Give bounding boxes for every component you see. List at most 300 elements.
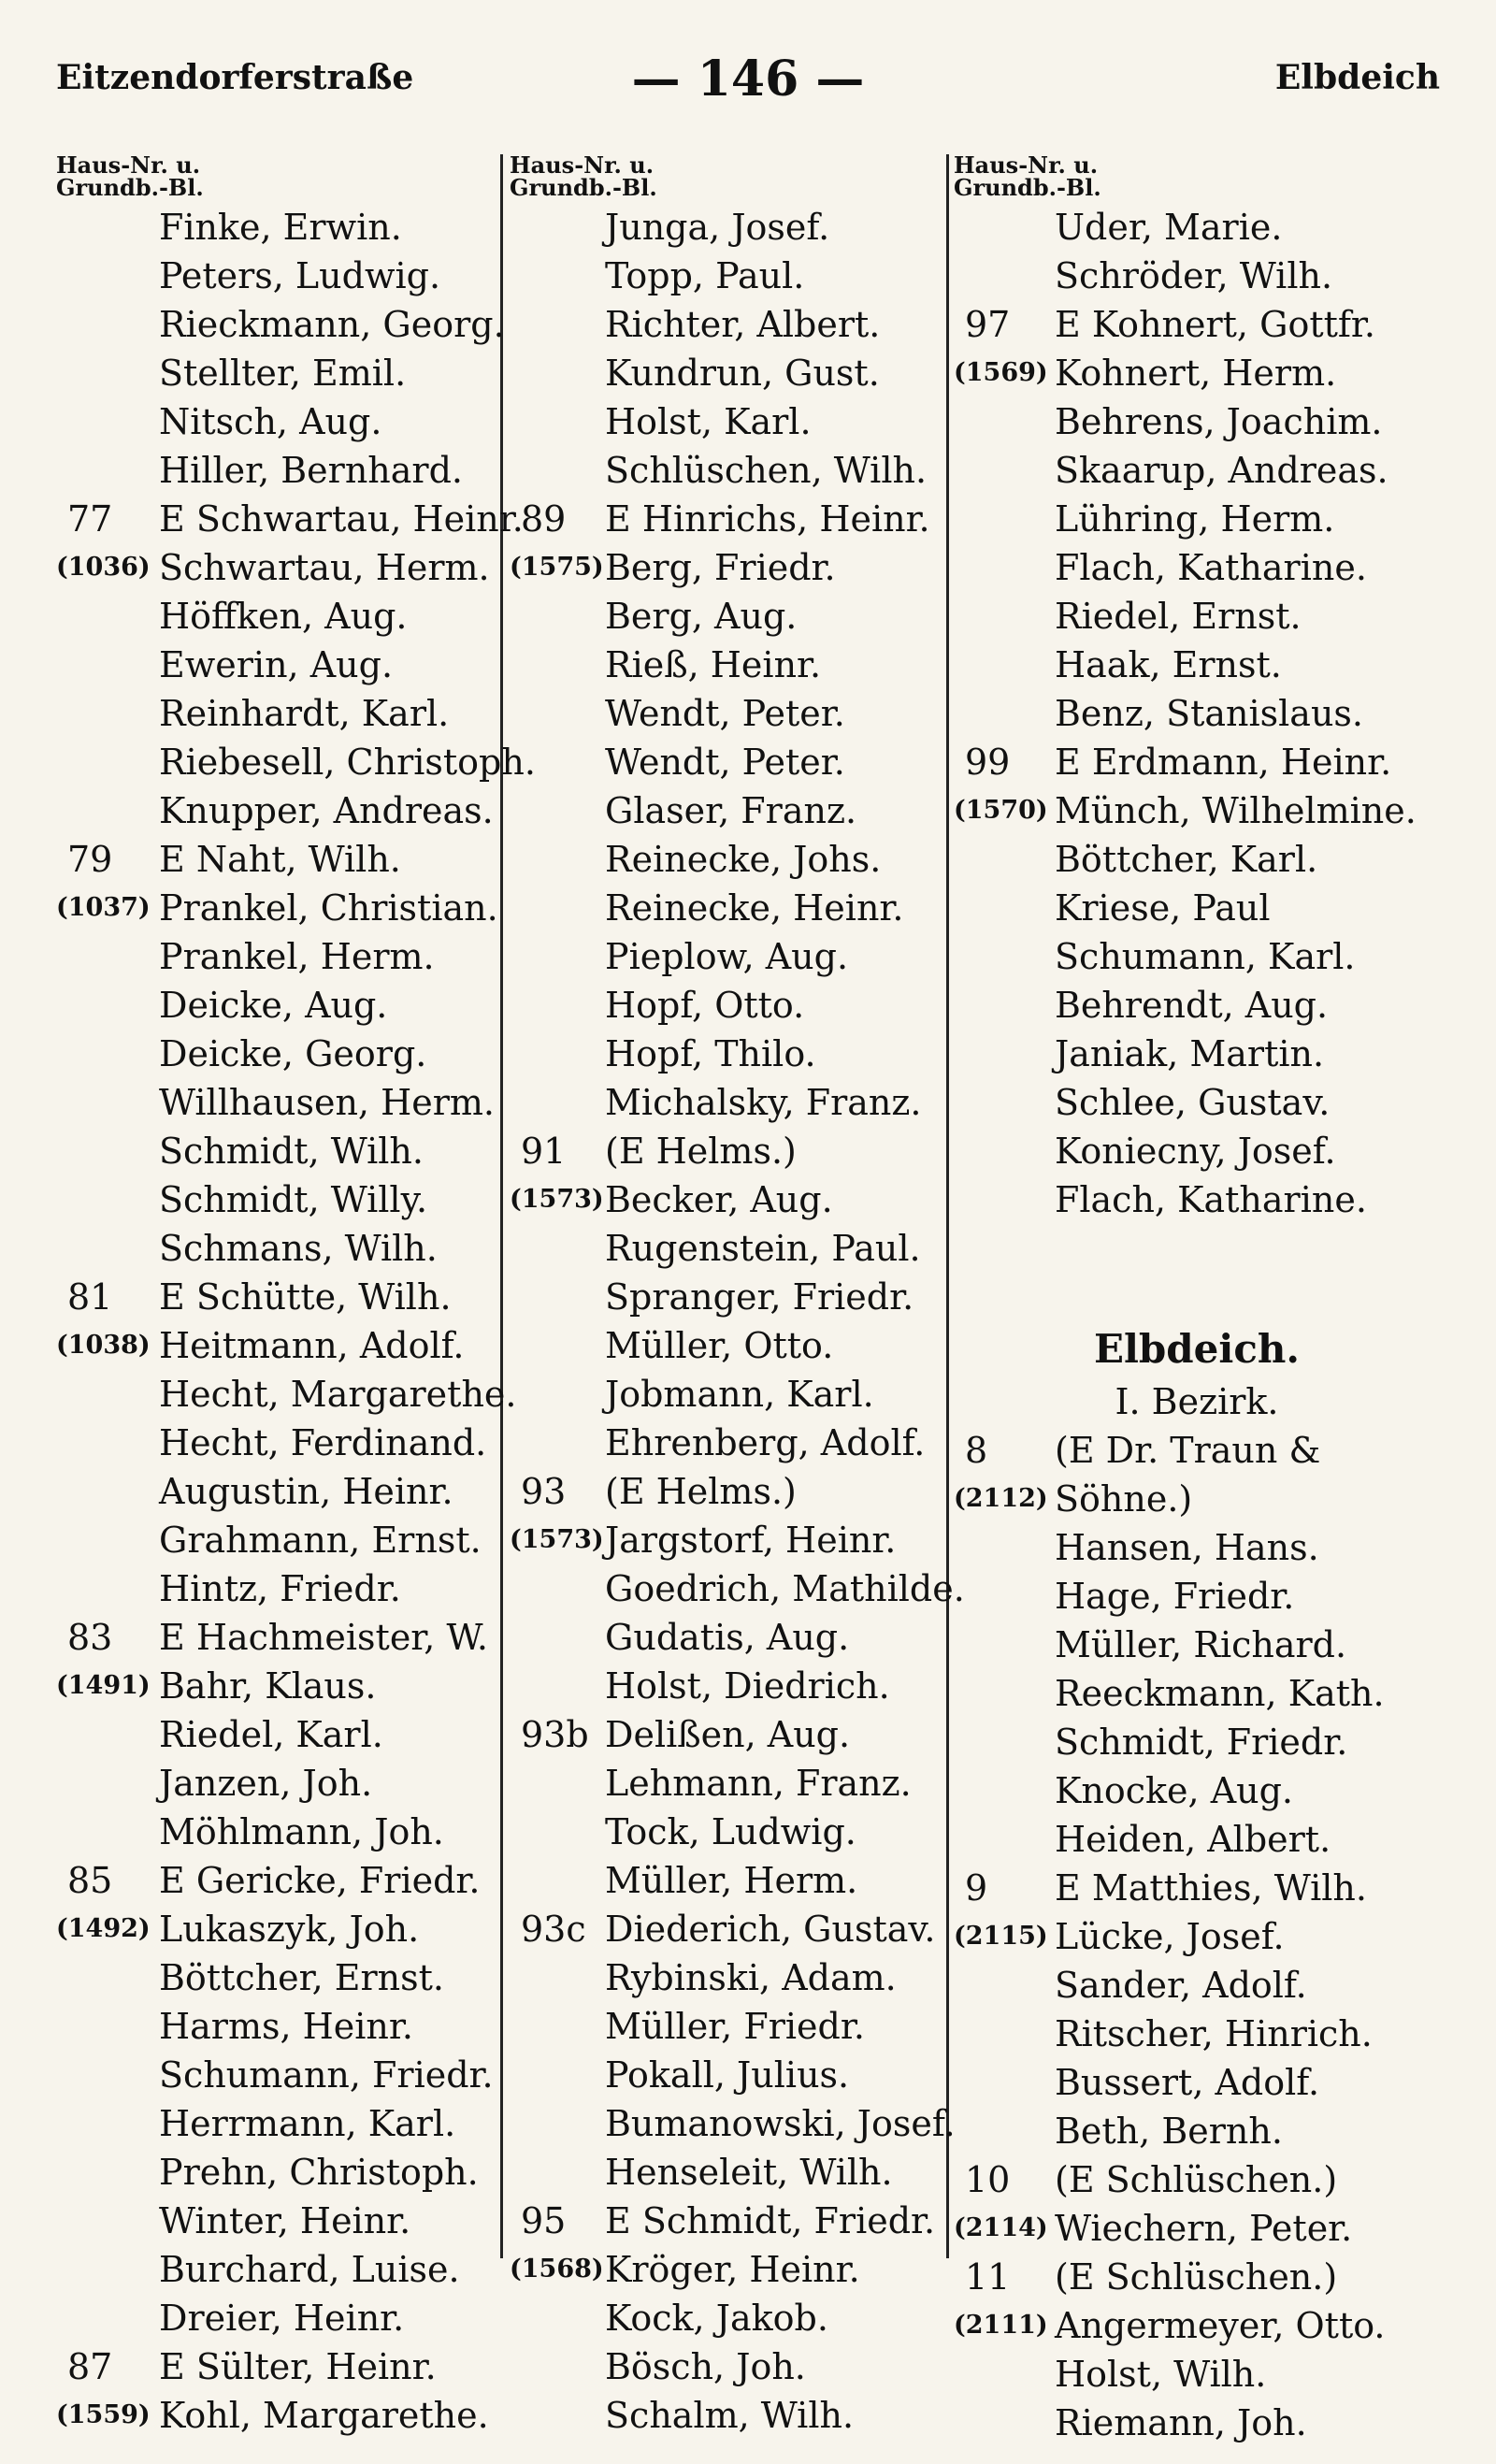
resident-name: Grahmann, Ernst.	[159, 1520, 482, 1561]
house-number: 9	[965, 1867, 988, 1909]
resident-name: Deicke, Aug.	[159, 985, 388, 1026]
directory-entry	[510, 1078, 949, 1127]
land-register-number: (1037)	[56, 893, 151, 922]
directory-entry	[510, 2051, 949, 2099]
resident-name: Janzen, Joh.	[159, 1763, 373, 1804]
resident-name: Bahr, Klaus.	[159, 1665, 377, 1707]
land-register-number: (1038)	[56, 1331, 151, 1360]
resident-name: Ritscher, Hinrich.	[1055, 2013, 1373, 2054]
resident-name: Bumanowski, Josef.	[605, 2103, 956, 2144]
resident-name: Böttcher, Ernst.	[159, 1957, 444, 1998]
resident-name: Winter, Heinr.	[159, 2200, 411, 2241]
resident-name: Rieckmann, Georg.	[159, 304, 505, 345]
resident-name: Diederich, Gustav.	[605, 1909, 936, 1950]
directory-entry	[954, 1766, 1440, 1815]
section-spacer	[954, 1224, 1440, 1321]
resident-name: Pieplow, Aug.	[605, 936, 849, 977]
directory-entry	[56, 981, 505, 1030]
directory-entry	[56, 2342, 505, 2391]
house-number: 85	[67, 1860, 113, 1901]
resident-name: Henseleit, Wilh.	[605, 2152, 893, 2193]
directory-entry	[56, 1419, 505, 1467]
directory-entry	[510, 689, 949, 738]
land-register-number: (1573)	[510, 1185, 604, 1214]
resident-name: Schmidt, Willy.	[159, 1179, 428, 1220]
directory-entry	[954, 1572, 1440, 1621]
directory-entry	[954, 252, 1440, 300]
land-register-number: (1569)	[954, 358, 1048, 387]
directory-entry	[56, 2391, 505, 2440]
directory-entry	[954, 835, 1440, 884]
directory-entry	[56, 1078, 505, 1127]
directory-entry	[954, 689, 1440, 738]
directory-entry	[56, 884, 505, 932]
directory-entry	[56, 1224, 505, 1273]
directory-entry	[56, 2099, 505, 2148]
directory-entry	[954, 2107, 1440, 2155]
house-number: 97	[965, 304, 1011, 345]
directory-entry	[56, 1564, 505, 1613]
resident-name: Flach, Katharine.	[1055, 1179, 1367, 1220]
resident-name: Holst, Wilh.	[1055, 2354, 1267, 2395]
resident-name: Deicke, Georg.	[159, 1033, 427, 1074]
directory-entry	[56, 2197, 505, 2245]
directory-entry	[56, 786, 505, 835]
resident-name: E Sülter, Heinr.	[159, 2346, 437, 2387]
directory-entry	[510, 932, 949, 981]
directory-entry	[510, 1127, 949, 1175]
directory-entry	[510, 2099, 956, 2148]
land-register-number: (2111)	[954, 2311, 1048, 2340]
resident-name: Kundrun, Gust.	[605, 353, 880, 394]
directory-entry	[56, 592, 505, 641]
resident-name: Kohnert, Herm.	[1055, 353, 1337, 394]
directory-entry	[56, 1321, 505, 1370]
heading-land-register: Grundb.-Bl.	[510, 174, 657, 201]
directory-entry	[56, 1953, 505, 2002]
resident-name: Rybinski, Adam.	[605, 1957, 897, 1998]
resident-name: (E Schlüschen.)	[1055, 2159, 1338, 2200]
resident-name: Herrmann, Karl.	[159, 2103, 456, 2144]
directory-entry	[954, 2058, 1440, 2107]
directory-entry	[954, 203, 1440, 252]
resident-name: Schumann, Karl.	[1055, 936, 1356, 977]
resident-name: E Schmidt, Friedr.	[605, 2200, 936, 2241]
directory-entry	[954, 1669, 1440, 1718]
resident-name: E Naht, Wilh.	[159, 839, 401, 880]
resident-name: Böttcher, Karl.	[1055, 839, 1318, 880]
directory-entry	[510, 2342, 949, 2391]
directory-entry	[510, 349, 949, 397]
directory-entry	[954, 1523, 1440, 1572]
directory-entry	[56, 1662, 505, 1710]
directory-entry	[510, 1516, 949, 1564]
resident-name: Schwartau, Herm.	[159, 547, 490, 588]
directory-entry	[510, 1613, 949, 1662]
resident-name: Schröder, Wilh.	[1055, 255, 1333, 296]
directory-entry	[510, 2294, 949, 2342]
resident-name: Uder, Marie.	[1055, 207, 1283, 248]
page-header	[56, 50, 1440, 114]
resident-name: Jobmann, Karl.	[605, 1374, 874, 1415]
resident-name: Bösch, Joh.	[605, 2346, 806, 2387]
resident-name: Wendt, Peter.	[605, 742, 845, 783]
header-left-street: Eitzendorferstraße	[56, 58, 414, 97]
directory-entry	[56, 1856, 505, 1905]
directory-entry	[954, 981, 1440, 1030]
directory-entry	[56, 1905, 505, 1953]
directory-entry	[954, 1864, 1440, 1912]
directory-entry	[510, 1321, 949, 1370]
resident-name: Reinhardt, Karl.	[159, 693, 450, 734]
directory-entry	[56, 641, 505, 689]
resident-name: Knupper, Andreas.	[159, 790, 494, 831]
resident-name: Junga, Josef.	[605, 207, 830, 248]
land-register-number: (2115)	[954, 1922, 1048, 1951]
directory-entry	[510, 981, 949, 1030]
resident-name: E Hinrichs, Heinr.	[605, 498, 930, 540]
resident-name: Behrens, Joachim.	[1055, 401, 1383, 442]
directory-entry	[954, 300, 1440, 349]
column-1	[56, 151, 536, 2440]
resident-name: Topp, Paul.	[605, 255, 805, 296]
resident-name: Heitmann, Adolf.	[159, 1325, 465, 1366]
directory-entry	[510, 1662, 949, 1710]
directory-entry	[56, 2245, 505, 2294]
directory-entry	[56, 1613, 505, 1662]
house-number: 89	[521, 498, 567, 540]
directory-entry	[510, 203, 949, 252]
resident-name: (E Dr. Traun &	[1055, 1430, 1321, 1471]
directory-entry	[510, 592, 949, 641]
resident-name: Finke, Erwin.	[159, 207, 402, 248]
directory-entry	[510, 786, 949, 835]
column-3	[954, 151, 1440, 2447]
resident-name: E Kohnert, Gottfr.	[1055, 304, 1376, 345]
resident-name: Knocke, Aug.	[1055, 1770, 1294, 1811]
house-number: 91	[521, 1131, 567, 1172]
directory-entry	[56, 203, 505, 252]
directory-entry	[954, 2204, 1440, 2253]
directory-entry	[510, 738, 949, 786]
column-heading	[56, 151, 505, 203]
house-number: 11	[965, 2256, 1011, 2298]
directory-entry	[954, 1718, 1440, 1766]
resident-name: Hopf, Thilo.	[605, 1033, 816, 1074]
directory-entry	[510, 1905, 949, 1953]
directory-entry	[56, 835, 505, 884]
resident-name: Tock, Ludwig.	[605, 1811, 856, 1852]
directory-entry	[56, 2148, 505, 2197]
resident-name: Möhlmann, Joh.	[159, 1811, 444, 1852]
directory-entry	[954, 641, 1440, 689]
directory-entry	[510, 2245, 949, 2294]
directory-entry	[510, 495, 949, 543]
directory-entry	[56, 397, 505, 446]
resident-name: Harms, Heinr.	[159, 2006, 413, 2047]
heading-land-register: Grundb.-Bl.	[56, 174, 204, 201]
resident-name: Angermeyer, Otto.	[1055, 2305, 1386, 2346]
resident-name: Lehmann, Franz.	[605, 1763, 912, 1804]
resident-name: Pokall, Julius.	[605, 2054, 850, 2096]
resident-name: Dreier, Heinr.	[159, 2298, 405, 2339]
land-register-number: (2114)	[954, 2213, 1048, 2242]
directory-entry	[954, 446, 1440, 495]
directory-entry	[510, 884, 949, 932]
directory-entry	[510, 1759, 949, 1808]
resident-name: Berg, Friedr.	[605, 547, 836, 588]
resident-name: Stellter, Emil.	[159, 353, 407, 394]
resident-name: Kock, Jakob.	[605, 2298, 828, 2339]
directory-entry	[954, 2399, 1440, 2447]
column-heading	[510, 151, 949, 203]
directory-entry	[954, 2010, 1440, 2058]
directory-entry	[510, 1856, 949, 1905]
section-title: Elbdeich.	[1093, 1326, 1301, 1372]
directory-entry	[510, 1224, 949, 1273]
resident-name: Berg, Aug.	[605, 596, 798, 637]
directory-entry	[510, 1808, 949, 1856]
resident-name: Behrendt, Aug.	[1055, 985, 1329, 1026]
directory-entry	[954, 1426, 1440, 1475]
resident-name: Hansen, Hans.	[1055, 1527, 1319, 1568]
land-register-number: (1570)	[954, 796, 1048, 825]
resident-name: Müller, Herm.	[605, 1860, 858, 1901]
directory-entry	[56, 1127, 505, 1175]
directory-entry	[56, 495, 524, 543]
land-register-number: (1491)	[56, 1671, 151, 1700]
resident-name: Nitsch, Aug.	[159, 401, 382, 442]
land-register-number: (1559)	[56, 2400, 151, 2429]
house-number: 8	[965, 1430, 988, 1471]
directory-entry	[56, 1710, 505, 1759]
directory-entry	[510, 641, 949, 689]
column-heading	[954, 151, 1440, 203]
directory-entry	[56, 2002, 505, 2051]
resident-name: Hopf, Otto.	[605, 985, 805, 1026]
resident-name: E Gericke, Friedr.	[159, 1860, 481, 1901]
directory-entry	[510, 2197, 949, 2245]
land-register-number: (1492)	[56, 1914, 151, 1943]
resident-name: Schmans, Wilh.	[159, 1228, 438, 1269]
directory-entry	[56, 300, 505, 349]
page-number: — 146 —	[631, 50, 865, 108]
directory-entry	[954, 1078, 1440, 1127]
resident-name: Benz, Stanislaus.	[1055, 693, 1364, 734]
directory-entry	[954, 738, 1440, 786]
directory-entry	[56, 446, 505, 495]
directory-entry	[510, 397, 949, 446]
resident-name: Skaarup, Andreas.	[1055, 450, 1388, 491]
resident-name: Sander, Adolf.	[1055, 1965, 1307, 2006]
resident-name: Riedel, Ernst.	[1055, 596, 1302, 637]
directory-entry	[56, 738, 536, 786]
house-number: 10	[965, 2159, 1011, 2200]
resident-name: Schlee, Gustav.	[1055, 1082, 1331, 1123]
resident-name: Höffken, Aug.	[159, 596, 408, 637]
resident-name: Ehrenberg, Adolf.	[605, 1422, 926, 1463]
resident-name: Holst, Karl.	[605, 401, 812, 442]
directory-entry	[510, 1953, 949, 2002]
directory-entry	[56, 1273, 505, 1321]
resident-name: Reinecke, Johs.	[605, 839, 882, 880]
resident-name: Hecht, Ferdinand.	[159, 1422, 487, 1463]
directory-entry	[510, 300, 949, 349]
house-number: 93c	[521, 1909, 586, 1950]
resident-name: Müller, Richard.	[1055, 1624, 1347, 1665]
resident-name: Reeckmann, Kath.	[1055, 1673, 1385, 1714]
house-number: 93	[521, 1471, 567, 1512]
resident-name: Kröger, Heinr.	[605, 2249, 860, 2290]
directory-entry	[510, 1419, 949, 1467]
district-label: I. Bezirk.	[1115, 1381, 1279, 1422]
resident-name: Müller, Otto.	[605, 1325, 834, 1366]
resident-name: Söhne.)	[1055, 1478, 1193, 1520]
directory-entry	[954, 349, 1440, 397]
resident-name: Beth, Bernh.	[1055, 2111, 1283, 2152]
resident-name: (E Helms.)	[605, 1131, 797, 1172]
resident-name: (E Schlüschen.)	[1055, 2256, 1338, 2298]
directory-entry	[954, 786, 1440, 835]
directory-entry	[954, 1475, 1440, 1523]
resident-name: Willhausen, Herm.	[159, 1082, 495, 1123]
resident-name: Prehn, Christoph.	[159, 2152, 479, 2193]
directory-entry	[954, 397, 1440, 446]
directory-entry	[954, 2155, 1440, 2204]
directory-entry	[56, 1808, 505, 1856]
directory-entry	[56, 1467, 505, 1516]
land-register-number: (1573)	[510, 1525, 604, 1554]
directory-entry	[954, 592, 1440, 641]
directory-entry	[954, 1621, 1440, 1669]
resident-name: Hecht, Margarethe.	[159, 1374, 517, 1415]
house-number: 79	[67, 839, 113, 880]
resident-name: Bussert, Adolf.	[1055, 2062, 1320, 2103]
entries-list	[510, 203, 965, 2440]
directory-entry	[510, 1370, 949, 1419]
land-register-number: (2112)	[954, 1484, 1048, 1513]
heading-house-number: Haus-Nr. u.	[954, 151, 1099, 179]
resident-name: Flach, Katharine.	[1055, 547, 1367, 588]
directory-entry	[56, 1759, 505, 1808]
resident-name: Burchard, Luise.	[159, 2249, 460, 2290]
directory-entry	[510, 1467, 949, 1516]
land-register-number: (1568)	[510, 2255, 604, 2284]
house-number: 93b	[521, 1714, 589, 1755]
resident-name: Lukaszyk, Joh.	[159, 1909, 420, 1950]
entries-list	[954, 203, 1440, 1224]
house-number: 81	[67, 1276, 113, 1318]
directory-entry	[954, 495, 1440, 543]
directory-entry	[954, 1030, 1440, 1078]
resident-name: (E Helms.)	[605, 1471, 797, 1512]
directory-entry	[954, 1127, 1440, 1175]
resident-name: Kriese, Paul	[1055, 887, 1271, 929]
house-number: 83	[67, 1617, 113, 1658]
directory-entry	[56, 349, 505, 397]
resident-name: Rugenstein, Paul.	[605, 1228, 921, 1269]
directory-entry	[56, 252, 505, 300]
resident-name: Riedel, Karl.	[159, 1714, 383, 1755]
resident-name: Ewerin, Aug.	[159, 644, 394, 685]
directory-entry	[510, 446, 949, 495]
directory-entry	[510, 1175, 949, 1224]
heading-house-number: Haus-Nr. u.	[56, 151, 201, 179]
directory-entry	[510, 1564, 965, 1613]
house-number: 77	[67, 498, 113, 540]
land-register-number: (1575)	[510, 553, 604, 582]
directory-entry	[56, 1370, 517, 1419]
directory-entry	[954, 1175, 1440, 1224]
resident-name: Jargstorf, Heinr.	[605, 1520, 897, 1561]
resident-name: Heiden, Albert.	[1055, 1819, 1331, 1860]
directory-entry	[56, 1175, 505, 1224]
house-number: 99	[965, 742, 1011, 783]
resident-name: Augustin, Heinr.	[159, 1471, 453, 1512]
directory-entry	[56, 543, 505, 592]
heading-land-register: Grundb.-Bl.	[954, 174, 1101, 201]
directory-entry	[510, 835, 949, 884]
resident-name: E Schwartau, Heinr.	[159, 498, 524, 540]
resident-name: Schumann, Friedr.	[159, 2054, 494, 2096]
directory-entry	[954, 1961, 1440, 2010]
resident-name: Koniecny, Josef.	[1055, 1131, 1336, 1172]
entries-list	[56, 203, 536, 2440]
directory-entry	[510, 2002, 949, 2051]
directory-entry	[56, 1030, 505, 1078]
resident-name: Gudatis, Aug.	[605, 1617, 850, 1658]
resident-name: Hage, Friedr.	[1055, 1576, 1295, 1617]
entries-list	[954, 1426, 1440, 2447]
header-right-street: Elbdeich	[1274, 58, 1440, 97]
resident-name: E Hachmeister, W.	[159, 1617, 488, 1658]
resident-name: Schalm, Wilh.	[605, 2395, 855, 2436]
directory-entry	[954, 1912, 1440, 1961]
directory-entry	[954, 932, 1440, 981]
resident-name: Wiechern, Peter.	[1055, 2208, 1353, 2249]
resident-name: Delißen, Aug.	[605, 1714, 851, 1755]
directory-entry	[954, 2350, 1440, 2399]
directory-entry	[56, 2051, 505, 2099]
resident-name: Müller, Friedr.	[605, 2006, 865, 2047]
resident-name: Schlüschen, Wilh.	[605, 450, 928, 491]
resident-name: Schmidt, Wilh.	[159, 1131, 424, 1172]
directory-entry	[510, 1273, 949, 1321]
house-number: 95	[521, 2200, 567, 2241]
resident-name: Schmidt, Friedr.	[1055, 1722, 1348, 1763]
resident-name: Münch, Wilhelmine.	[1055, 790, 1417, 831]
directory-entry	[56, 1516, 505, 1564]
resident-name: Lühring, Herm.	[1055, 498, 1335, 540]
resident-name: Janiak, Martin.	[1055, 1033, 1325, 1074]
resident-name: Michalsky, Franz.	[605, 1082, 922, 1123]
resident-name: Spranger, Friedr.	[605, 1276, 914, 1318]
resident-name: Holst, Diedrich.	[605, 1665, 890, 1707]
resident-name: Hiller, Bernhard.	[159, 450, 463, 491]
resident-name: Haak, Ernst.	[1055, 644, 1282, 685]
resident-name: Rieß, Heinr.	[605, 644, 822, 685]
resident-name: Lücke, Josef.	[1055, 1916, 1285, 1957]
directory-entry	[56, 932, 505, 981]
directory-entry	[56, 689, 505, 738]
resident-name: Glaser, Franz.	[605, 790, 857, 831]
directory-entry	[510, 543, 949, 592]
column-2	[510, 151, 965, 2440]
directory-entry	[954, 543, 1440, 592]
resident-name: Prankel, Herm.	[159, 936, 435, 977]
resident-name: Richter, Albert.	[605, 304, 881, 345]
directory-entry	[56, 2294, 505, 2342]
